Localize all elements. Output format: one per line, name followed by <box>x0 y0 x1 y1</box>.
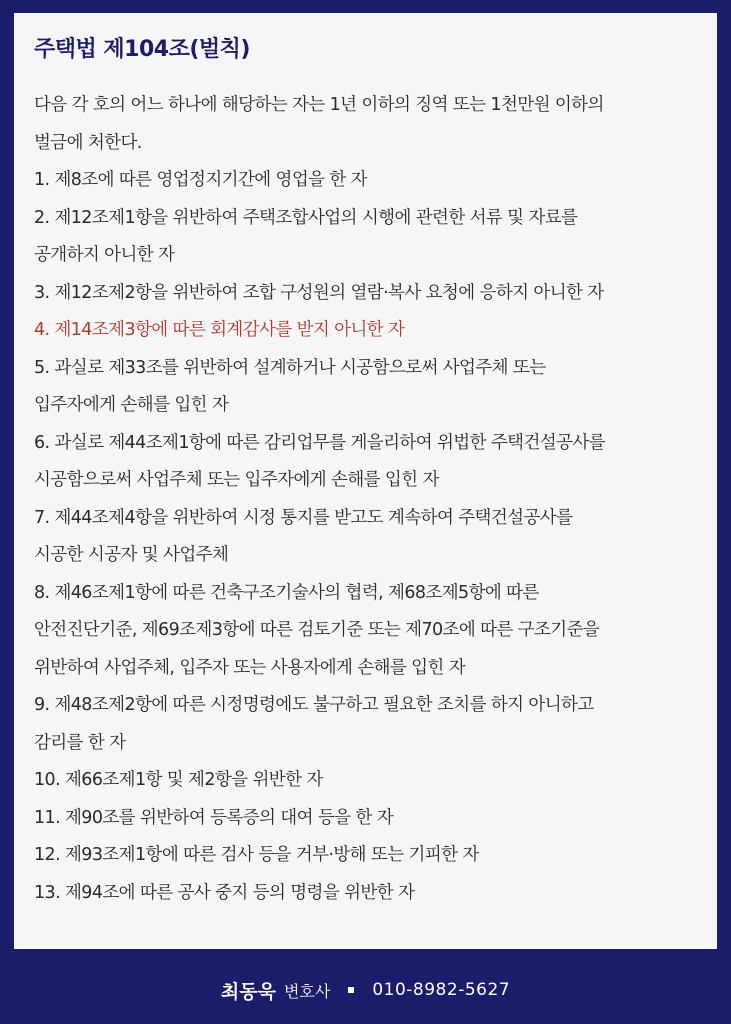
law-line: 시공함으로써 사업주체 또는 입주자에게 손해를 입힌 자 <box>34 470 439 490</box>
lawyer-role: 변호사 <box>283 981 331 1001</box>
law-card <box>14 13 717 949</box>
law-line: 5. 과실로 제33조를 위반하여 설계하거나 시공함으로써 사업주체 또는 <box>34 357 546 378</box>
law-line: 12. 제93조제1항에 따른 검사 등을 거부·방해 또는 기피한 자 <box>34 845 479 865</box>
separator-dot <box>348 987 354 993</box>
law-title: 주택법 제104조(벌칙) <box>34 37 250 62</box>
law-line: 다음 각 호의 어느 하나에 해당하는 자는 1년 이하의 징역 또는 1천만원 이하의 <box>34 95 604 115</box>
law-line: 6. 과실로 제44조제1항에 따른 감리업무를 게을리하여 위법한 주택건설공사를 <box>34 432 605 453</box>
law-line: 10. 제66조제1항 및 제2항을 위반한 자 <box>34 770 323 790</box>
lawyer-name: 최동욱 <box>220 980 276 1003</box>
footer <box>0 970 731 1010</box>
law-line: 입주자에게 손해를 입힌 자 <box>34 395 229 415</box>
law-line: 공개하지 아니한 자 <box>34 245 175 265</box>
law-line: 위반하여 사업주체, 입주자 또는 사용자에게 손해를 입힌 자 <box>34 657 466 678</box>
phone-number: 010-8982-5627 <box>372 980 511 1000</box>
law-line: 8. 제46조제1항에 따른 건축구조기술사의 협력, 제68조제5항에 따른 <box>34 582 539 603</box>
law-line: 2. 제12조제1항을 위반하여 주택조합사업의 시행에 관련한 서류 및 자료를 <box>34 207 578 228</box>
law-line: 감리를 한 자 <box>34 732 126 753</box>
law-line: 13. 제94조에 따른 공사 중지 등의 명령을 위반한 자 <box>34 882 415 903</box>
law-text <box>34 87 717 912</box>
law-line: 안전진단기준, 제69조제3항에 따른 검토기준 또는 제70조에 따른 구조기준을 <box>34 620 600 640</box>
law-line-highlighted: 4. 제14조제3항에 따른 회계감사를 받지 아니한 자 <box>34 320 405 340</box>
law-line: 11. 제90조를 위반하여 등록증의 대여 등을 한 자 <box>34 807 394 828</box>
law-line: 벌금에 처한다. <box>34 132 142 153</box>
law-line: 시공한 시공자 및 사업주체 <box>34 545 229 565</box>
law-line: 1. 제8조에 따른 영업정지기간에 영업을 한 자 <box>34 170 367 190</box>
law-line: 9. 제48조제2항에 따른 시정명령에도 불구하고 필요한 조치를 하지 아니하고 <box>34 695 594 715</box>
law-line: 3. 제12조제2항을 위반하여 조합 구성원의 열람·복사 요청에 응하지 아니한 자 <box>34 282 604 303</box>
law-line: 7. 제44조제4항을 위반하여 시정 통지를 받고도 계속하여 주택건설공사를 <box>34 507 573 528</box>
